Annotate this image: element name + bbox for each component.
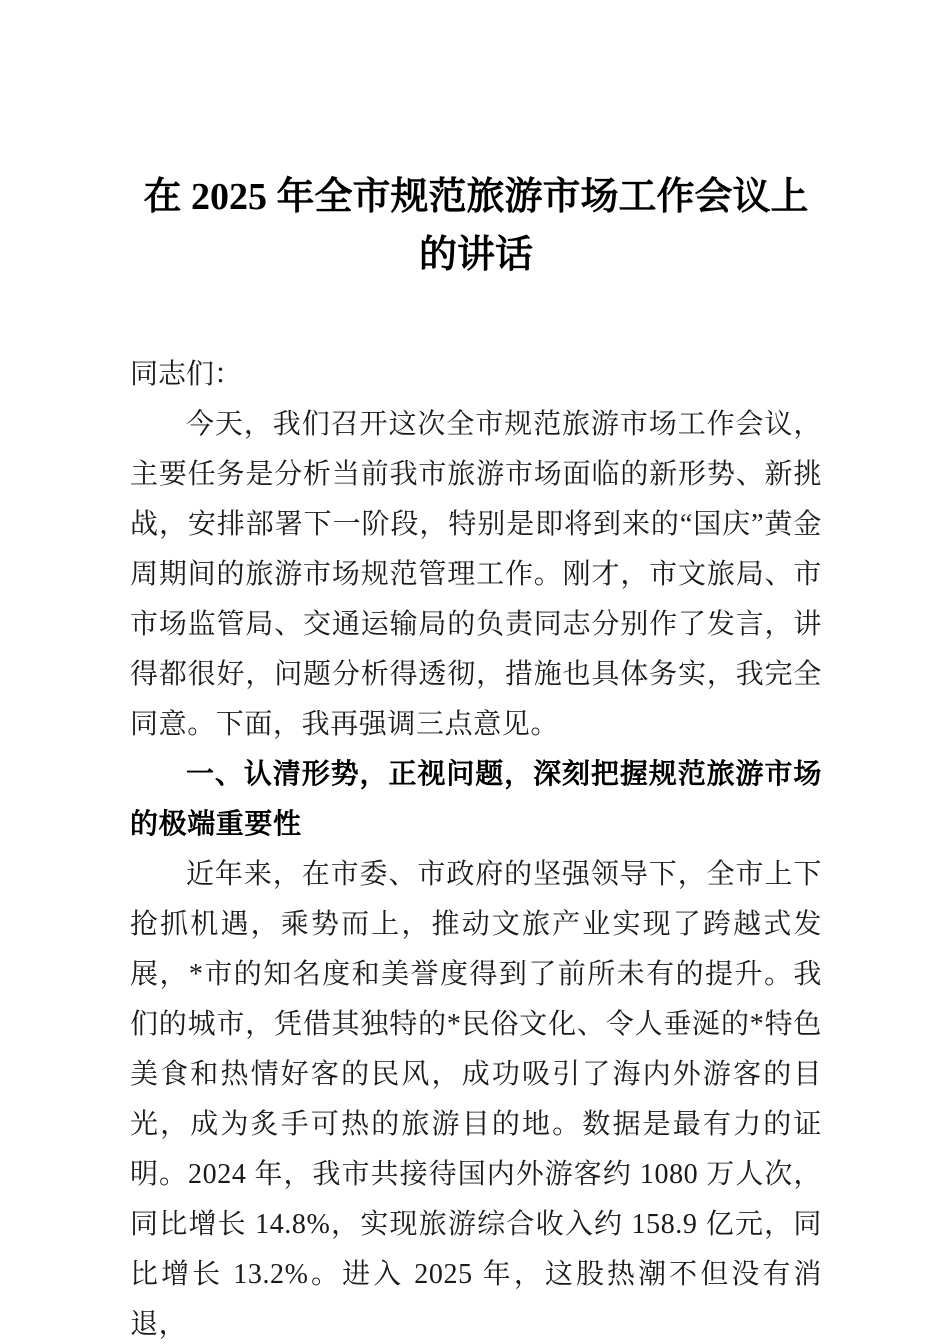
paragraph-intro: 今天，我们召开这次全市规范旅游市场工作会议，主要任务是分析当前我市旅游市场面临的新形势、新挑战，安排部署下一阶段，特别是即将到来的“国庆”黄金周期间的旅游市场规范管理工作。刚才，市文旅局、市市场监管局、交通运输局的负责同志分别作了发言，讲得都很好，问题分析得透彻，措施也具体务实，我完全同意。下面，我再强调三点意见。	[130, 409, 822, 740]
document-title: 在 2025 年全市规范旅游市场工作会议上的讲话	[143, 176, 809, 276]
paragraph-body-1: 近年来，在市委、市政府的坚强领导下，全市上下抢抓机遇，乘势而上，推动文旅产业实现了跨越式发展，*市的知名度和美誉度得到了前所未有的提升。我们的城市，凭借其独特的*民俗文化、令人垂涎的*特色美食和热情好客的民风，成功吸引了海内外游客的目光，成为炙手可热的旅游目的地。数据是最有力的证明。2024 年，我市共接待国内外游客约 1080 万人次，同比增长 14.8%，实现旅游综合收入约 158.9 亿元，同比增长 13.2%。进入 2025 年，这股热潮不但没有消退，	[130, 859, 822, 1340]
salutation-line: 同志们：	[130, 359, 243, 390]
section-heading-1: 一、认清形势，正视问题，深刻把握规范旅游市场的极端重要性	[130, 759, 822, 840]
